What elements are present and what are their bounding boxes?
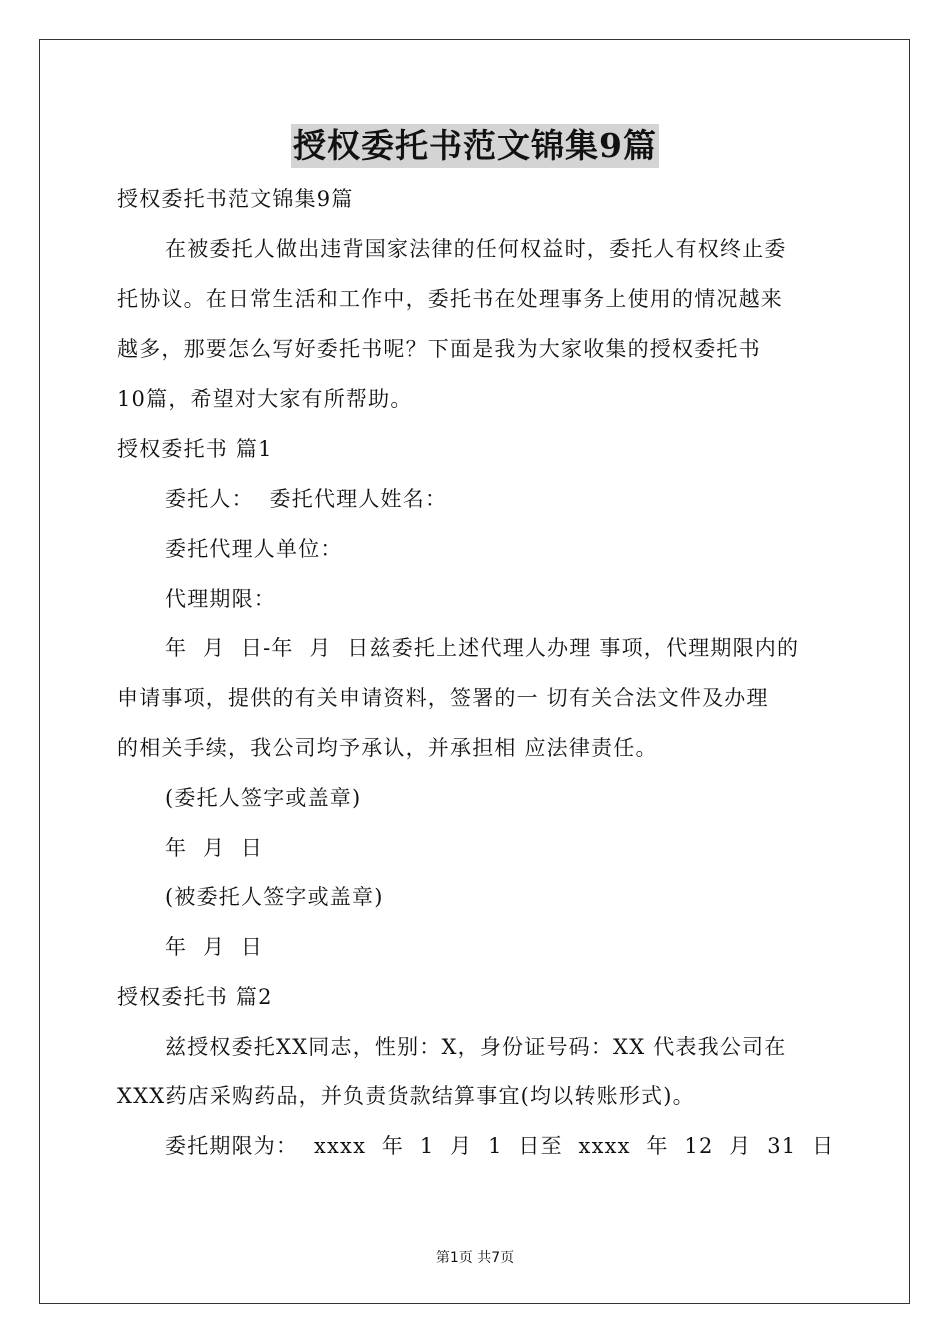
paragraph-line: 委托代理人单位：: [165, 537, 343, 561]
title-container: [0, 124, 950, 168]
paragraph-line: 兹授权委托XX同志，性别：X，身份证号码：XX 代表我公司在: [165, 1035, 787, 1059]
document-title: 授权委托书范文锦集9篇: [291, 124, 659, 168]
paragraph-line: 委托期限为： xxxx 年 1 月 1 日至 xxxx 年 12 月 31 日: [165, 1134, 835, 1158]
subtitle-line: 授权委托书范文锦集9篇: [117, 187, 354, 211]
paragraph-line: 在被委托人做出违背国家法律的任何权益时，委托人有权终止委: [165, 237, 787, 261]
page-border: [39, 39, 910, 1304]
paragraph-line: 托协议。在日常生活和工作中，委托书在处理事务上使用的情况越来: [117, 287, 783, 311]
paragraph-line: 的相关手续，我公司均予承认，并承担相 应法律责任。: [117, 736, 658, 760]
date-line: 年 月 日: [165, 935, 264, 959]
page-footer: 第1页 共7页: [435, 1250, 515, 1266]
paragraph-line: 越多，那要怎么写好委托书呢？下面是我为大家收集的授权委托书: [117, 337, 761, 361]
signature-line: (被委托人签字或盖章): [165, 885, 384, 909]
paragraph-line: XXX药店采购药品，并负责货款结算事宜(均以转账形式)。: [117, 1084, 695, 1108]
section-heading: 授权委托书 篇2: [117, 985, 273, 1009]
date-line: 年 月 日: [165, 836, 264, 860]
signature-line: (委托人签字或盖章): [165, 786, 362, 810]
section-heading: 授权委托书 篇1: [117, 437, 273, 461]
paragraph-line: 申请事项，提供的有关申请资料，签署的一 切有关合法文件及办理: [117, 686, 769, 710]
paragraph-line: 年 月 日-年 月 日兹委托上述代理人办理 事项，代理期限内的: [165, 636, 800, 660]
paragraph-line: 代理期限：: [165, 587, 276, 611]
paragraph-line: 10篇，希望对大家有所帮助。: [117, 387, 413, 411]
paragraph-line: 委托人： 委托代理人姓名：: [165, 487, 448, 511]
